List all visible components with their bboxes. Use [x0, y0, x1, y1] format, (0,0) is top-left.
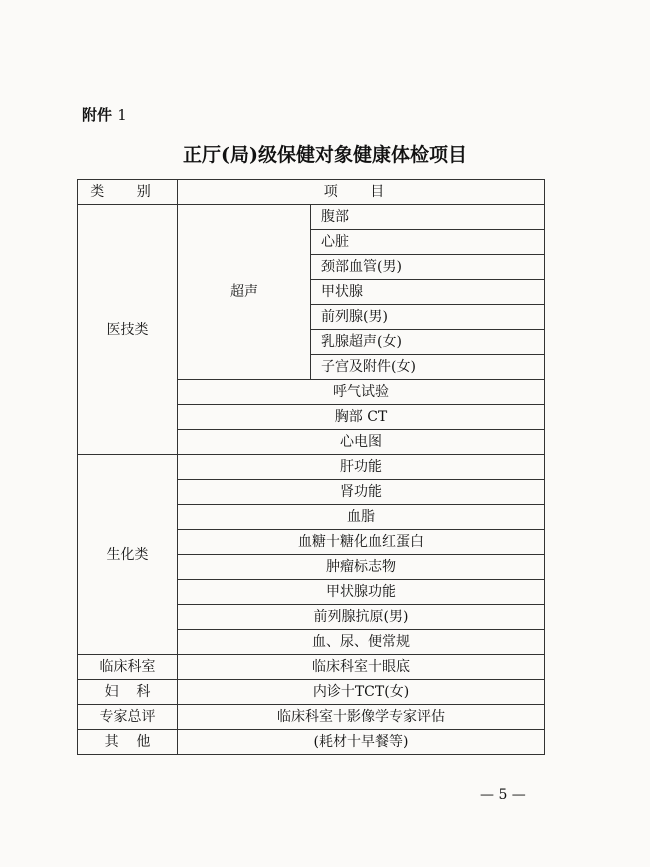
category-gynecology: 妇 科	[78, 680, 178, 705]
table-cell-item: 血糖十糖化血红蛋白	[178, 530, 545, 555]
table-cell-item: 前列腺抗原(男)	[178, 605, 545, 630]
table-cell-item: (耗材十早餐等)	[178, 730, 545, 755]
table-row	[78, 730, 545, 755]
table-row	[78, 455, 545, 480]
page-number: — 5 —	[480, 787, 526, 803]
header-category: 类 别	[78, 180, 178, 205]
table-cell-item: 腹部	[311, 205, 545, 230]
table-cell-item: 呼气试验	[178, 380, 545, 405]
table-row	[78, 655, 545, 680]
table-cell-item: 血、尿、便常规	[178, 630, 545, 655]
table-row	[78, 680, 545, 705]
subcategory-ultrasound: 超声	[178, 205, 311, 380]
header-item: 项 目	[178, 180, 545, 205]
table-cell-item: 颈部血管(男)	[311, 255, 545, 280]
table-cell-item: 肾功能	[178, 480, 545, 505]
table-cell-item: 肿瘤标志物	[178, 555, 545, 580]
category-medical-tech: 医技类	[78, 205, 178, 455]
table-cell-item: 内诊十TCT(女)	[178, 680, 545, 705]
table-cell-item: 心脏	[311, 230, 545, 255]
table-cell-item: 心电图	[178, 430, 545, 455]
table-cell-item: 胸部 CT	[178, 405, 545, 430]
category-expert-review: 专家总评	[78, 705, 178, 730]
table-cell-item: 血脂	[178, 505, 545, 530]
table-cell-item: 临床科室十眼底	[178, 655, 545, 680]
table-cell-item: 临床科室十影像学专家评估	[178, 705, 545, 730]
document-title: 正厅(局)级保健对象健康体检项目	[183, 144, 467, 166]
category-clinical: 临床科室	[78, 655, 178, 680]
exam-items-table	[77, 179, 545, 755]
table-row	[78, 705, 545, 730]
table-cell-item: 甲状腺	[311, 280, 545, 305]
table-cell-item: 子宫及附件(女)	[311, 355, 545, 380]
table-header-row	[78, 180, 545, 205]
table-cell-item: 前列腺(男)	[311, 305, 545, 330]
table-cell-item: 甲状腺功能	[178, 580, 545, 605]
table-row	[78, 205, 545, 230]
category-biochem: 生化类	[78, 455, 178, 655]
category-other: 其 他	[78, 730, 178, 755]
table-cell-item: 肝功能	[178, 455, 545, 480]
table-cell-item: 乳腺超声(女)	[311, 330, 545, 355]
attachment-label: 附件 1	[82, 106, 127, 124]
